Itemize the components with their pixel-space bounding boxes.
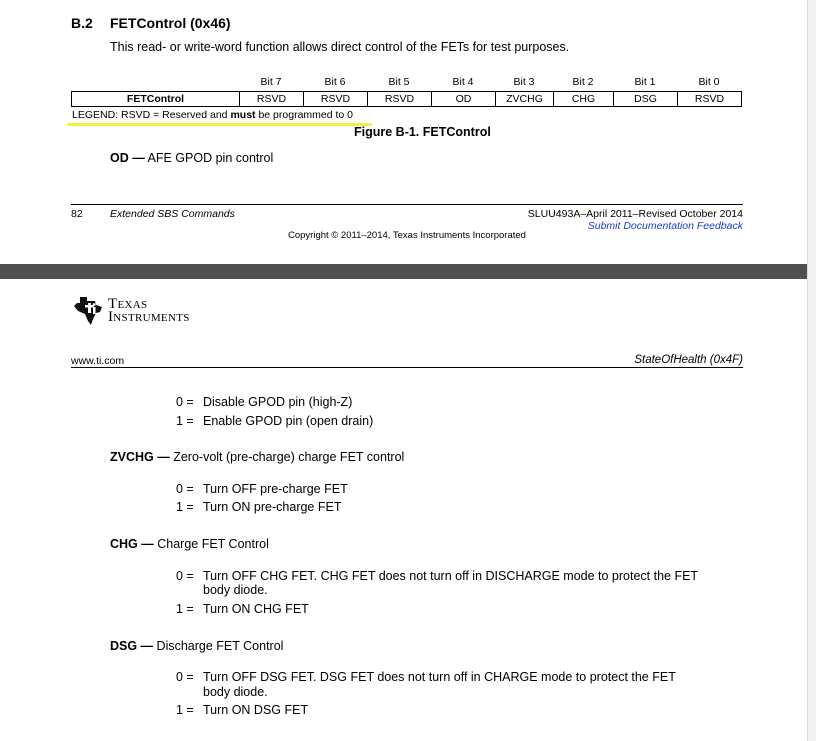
od-value-0 [176,395,352,410]
value-text: Turn ON DSG FET [203,703,309,717]
footer-doc-id: SLUU493A–April 2011–Revised October 2014 [527,208,743,220]
ti-wordmark [108,298,190,324]
value-key: 0 = [176,569,194,583]
zvchg-term: ZVCHG — [110,450,170,464]
chg-value-0-continued: body diode. [203,583,268,597]
register-bit-cell: ZVCHG [496,92,554,107]
submit-feedback-link[interactable]: Submit Documentation Feedback [587,220,743,232]
footer-copyright: Copyright © 2011–2014, Texas Instruments Incorporated [288,230,526,241]
zvchg-value-0 [176,482,348,497]
dsg-value-1 [176,703,308,718]
dsg-value-0-continued: body diode. [203,685,268,699]
value-text: Turn OFF pre-charge FET [203,482,348,496]
bit-label: Bit 3 [513,76,535,88]
register-bit-cell: RSVD [240,92,304,107]
register-bit-cell: RSVD [678,92,742,107]
yellow-highlight-underline [67,123,372,126]
bit-label: Bit 7 [260,76,282,88]
value-key: 1 = [176,602,194,616]
footer-rule [71,204,743,205]
dsg-description: Discharge FET Control [153,639,284,653]
bit-label: Bit 5 [388,76,410,88]
section-title: FETControl (0x46) [110,15,231,31]
dsg-definition [110,639,283,653]
chg-value-0 [176,569,698,584]
dsg-value-0 [176,670,676,685]
header-section: StateOfHealth (0x4F) [634,354,743,366]
zvchg-value-1 [176,500,341,515]
bit-label: Bit 6 [324,76,346,88]
figure-caption: Figure B-1. FETControl [354,125,491,139]
value-key: 0 = [176,482,194,496]
bit-label: Bit 4 [452,76,474,88]
document-page-82 [0,0,816,264]
bit-label: Bit 2 [572,76,594,88]
legend-emphasis: must [230,109,256,121]
viewer-scrollbar[interactable] [807,0,816,741]
header-url: www.ti.com [71,355,125,367]
value-text: Turn OFF CHG FET. CHG FET does not turn off in DISCHARGE mode to protect the FET [203,569,699,583]
od-description: AFE GPOD pin control [144,151,274,165]
value-text: Turn OFF DSG FET. DSG FET does not turn off in CHARGE mode to protect the FET [203,670,676,684]
value-key: 0 = [176,670,194,684]
legend-suffix: be programmed to 0 [255,109,354,121]
chg-value-1 [176,602,309,617]
legend-prefix: LEGEND: RSVD = Reserved and [72,109,231,121]
zvchg-definition [110,450,404,464]
value-text: Enable GPOD pin (open drain) [203,414,374,428]
register-bit-cell: RSVD [304,92,368,107]
register-bit-cell: CHG [554,92,614,107]
value-key: 0 = [176,395,194,409]
value-text: Disable GPOD pin (high-Z) [203,395,353,409]
register-bit-cell: DSG [614,92,678,107]
od-value-1 [176,414,373,429]
value-text: Turn ON CHG FET [203,602,309,616]
register-legend [72,109,353,121]
value-key: 1 = [176,703,194,717]
dsg-term: DSG — [110,639,154,653]
ti-wordmark-line2: Instruments [108,309,190,325]
value-key: 1 = [176,500,194,514]
bit-label: Bit 1 [634,76,656,88]
ti-wordmark-line1: Texas [108,296,148,312]
chg-description: Charge FET Control [153,537,269,551]
chg-definition [110,537,269,551]
od-definition [110,151,273,165]
section-number: B.2 [71,15,93,31]
ti-state-logo-icon [72,295,104,327]
register-bit-cell: RSVD [368,92,432,107]
od-term: OD — [110,151,145,165]
section-intro: This read- or write-word function allows direct control of the FETs for test purposes. [110,40,570,54]
footer-chapter: Extended SBS Commands [110,208,235,220]
footer-page-number: 82 [71,208,83,220]
register-table [71,91,742,107]
bit-label: Bit 0 [698,76,720,88]
header-rule [71,367,743,368]
value-text: Turn ON pre-charge FET [203,500,342,514]
register-name: FETControl [72,92,240,107]
register-bit-cell: OD [432,92,496,107]
chg-term: CHG — [110,537,154,551]
page-separator [0,264,816,279]
zvchg-description: Zero-volt (pre-charge) charge FET control [169,450,405,464]
value-key: 1 = [176,414,194,428]
